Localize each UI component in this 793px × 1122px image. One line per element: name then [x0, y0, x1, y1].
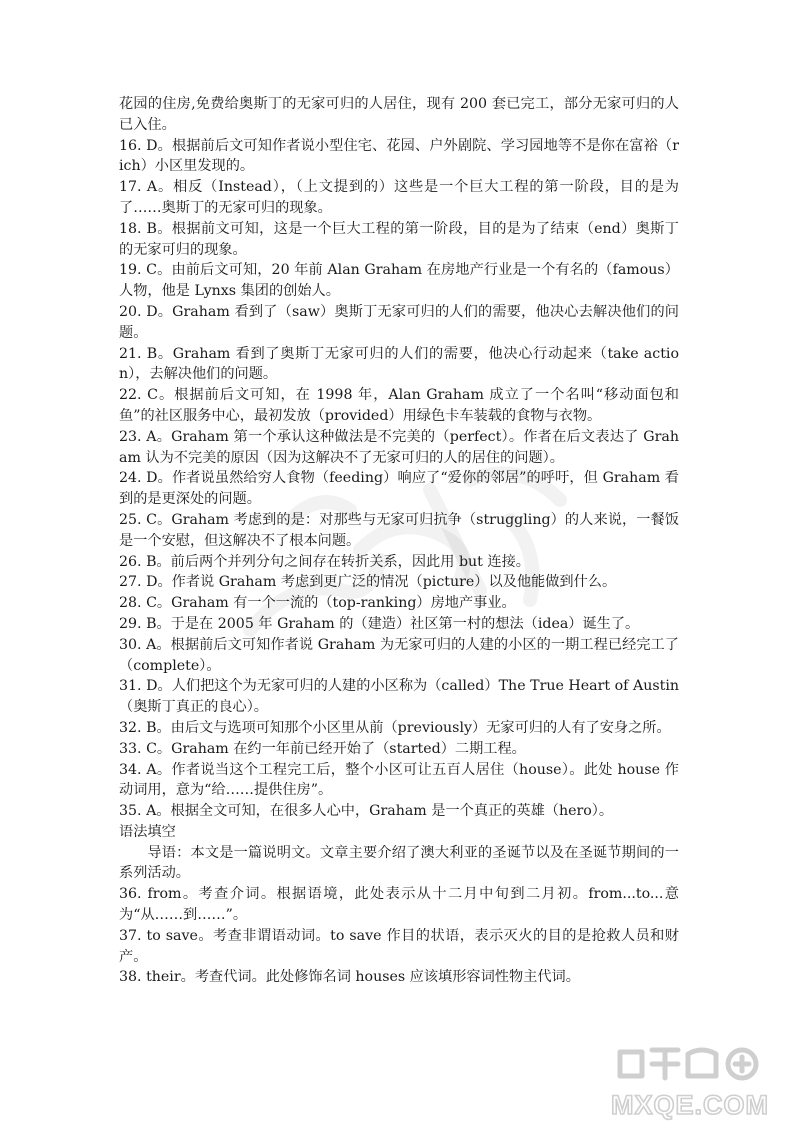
- paragraph: 18. B。根据前文可知，这是一个巨大工程的第一阶段，目的是为了结束（end）奥斯丁的无家可归的现象。: [119, 220, 679, 258]
- paragraph: 29. B。于是在 2005 年 Graham 的（建造）社区第一村的想法（idea）诞生了。: [119, 615, 640, 632]
- paragraph: 38. their。考查代词。此处修饰名词 houses 应该填形容词性物主代词。: [119, 969, 580, 986]
- paragraph: 32. B。由后文与选项可知那个小区里从前（previously）无家可归的人有了安身之所。: [119, 719, 671, 736]
- paragraph: 23. A。Graham 第一个承认这种做法是不完美的（perfect）。作者在后文表达了 Graham 认为不完美的原因（因为这解决不了无家可归的人的居住的问题）。: [119, 428, 679, 466]
- paragraph: 30. A。根据前后文可知作者说 Graham 为无家可归的人建的小区的一期工程已经完工了（complete）。: [119, 636, 679, 674]
- paragraph: 21. B。Graham 看到了奥斯丁无家可归的人们的需要，他决心行动起来（take action），去解决他们的问题。: [119, 345, 679, 383]
- answer-explanations: [119, 94, 679, 988]
- section-heading: 语法填空: [119, 823, 176, 840]
- intro-paragraph: 导语：本文是一篇说明文。文章主要介绍了澳大利亚的圣诞节以及在圣诞节期间的一系列活动。: [119, 844, 679, 882]
- paragraph: 37. to save。考查非谓语动词。to save 作目的状语，表示灭火的目的是抢救人员和财产。: [119, 927, 679, 965]
- paragraph: 24. D。作者说虽然给穷人食物（feeding）响应了“爱你的邻居”的呼吁，但 Graham 看到的是更深处的问题。: [119, 470, 679, 508]
- paragraph: 花园的住房,免费给奥斯丁的无家可归的人居住，现有 200 套已完工，部分无家可归的人已入住。: [119, 96, 679, 133]
- paragraph: 36. from。考查介词。根据语境，此处表示从十二月中旬到二月初。from...to...意为“从……到……”。: [119, 886, 679, 924]
- paragraph: 17. A。相反（Instead），（上文提到的）这些是一个巨大工程的第一阶段，目的是为了……奥斯丁的无家可归的现象。: [119, 179, 679, 216]
- paragraph: 20. D。Graham 看到了（saw）奥斯丁无家可归的人们的需要，他决心去解决他们的问题。: [119, 303, 679, 341]
- paragraph: 33. C。Graham 在约一年前已经开始了（started）二期工程。: [119, 740, 526, 757]
- paragraph: 16. D。根据前后文可知作者说小型住宅、花园、户外剧院、学习园地等不是你在富裕（rich）小区里发现的。: [119, 137, 679, 175]
- paragraph: 26. B。前后两个并列分句之间存在转折关系，因此用 but 连接。: [119, 553, 530, 570]
- paragraph: 31. D。人们把这个为无家可归的人建的小区称为（called）The True Heart of Austin（奥斯丁真正的良心）。: [119, 678, 679, 716]
- paragraph: 34. A。作者说当这个工程完工后，整个小区可让五百人居住（house）。此处 house 作动词用，意为“给……提供住房”。: [119, 761, 679, 799]
- paragraph: 35. A。根据全文可知，在很多人心中，Graham 是一个真正的英雄（hero）。: [119, 803, 614, 820]
- paragraph: 28. C。Graham 有一个一流的（top-ranking）房地产事业。: [119, 595, 516, 612]
- paragraph: 27. D。作者说 Graham 考虑到更广泛的情况（picture）以及他能做到什么。: [119, 574, 617, 591]
- paragraph: 25. C。Graham 考虑到的是：对那些与无家可归抗争（struggling）的人来说，一餐饭是一个安慰，但这解决不了根本问题。: [119, 511, 679, 549]
- paragraph: 19. C。由前后文可知，20 年前 Alan Graham 在房地产行业是一个有名的（famous）人物，他是 Lynxs 集团的创始人。: [119, 262, 679, 300]
- paragraph: 22. C。根据前后文可知，在 1998 年，Alan Graham 成立了一个名叫“移动面包和鱼”的社区服务中心，最初发放（provided）用绿色卡车装载的食物与衣物。: [119, 387, 679, 424]
- site-logo-watermark: [590, 1040, 790, 1122]
- site-logo-text: MXQE.COM: [610, 1090, 770, 1120]
